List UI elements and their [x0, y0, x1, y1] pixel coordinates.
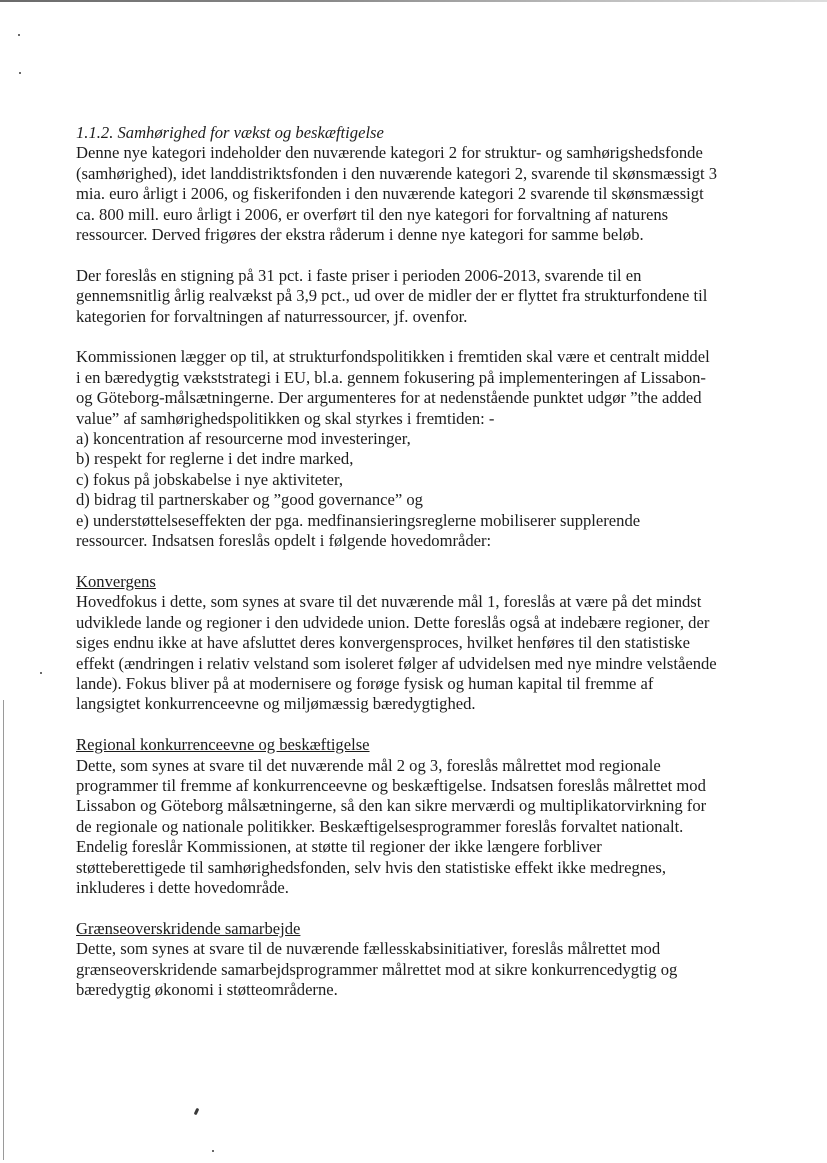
- scan-left-edge: [3, 700, 4, 1160]
- text-line: kategorien for forvaltningen af naturressourcer, jf. ovenfor.: [76, 306, 468, 326]
- subsection-title: Konvergens: [76, 571, 156, 591]
- list-item: d) bidrag til partnerskaber og ”good governance” og: [76, 490, 423, 510]
- subsection-title: Grænseoverskridende samarbejde: [76, 918, 301, 938]
- text-line: og Göteborg-målsætningerne. Der argumenteres for at nedenstående punktet udgør ”the added: [76, 388, 702, 408]
- scan-speck: [194, 1108, 200, 1116]
- text-line: Lissabon og Göteborg målsætningerne, så den kan sikre merværdi og multiplikatorvirkning for: [76, 796, 707, 816]
- paragraph-2: [76, 266, 756, 327]
- text-line: grænseoverskridende samarbejdsprogrammer målrettet mod at sikre konkurrencedygtig og: [76, 959, 678, 979]
- text-line: de regionale og nationale politikker. Beskæftigelsesprogrammer foreslås forvaltet nationalt.: [76, 816, 684, 836]
- text-line: langsigtet konkurrenceevne og miljømæssig bæredygtighed.: [76, 694, 476, 714]
- text-line: siges endnu ikke at have afsluttet deres konvergensproces, hvilket henføres til den statistiske: [76, 633, 690, 653]
- text-line: Endelig foreslår Kommissionen, at støtte til regioner der ikke længere forbliver: [76, 837, 602, 857]
- scan-speck: [19, 72, 21, 74]
- text-line: Der foreslås en stigning på 31 pct. i faste priser i perioden 2006-2013, svarende til en: [76, 265, 642, 285]
- text-line: i en bæredygtig vækststrategi i EU, bl.a. gennem fokusering på implementeringen af Lissabon-: [76, 367, 706, 387]
- paragraph-1: [76, 143, 756, 245]
- subsection-regional: [76, 735, 756, 898]
- text-line: støtteberettigede til samhørighedsfonden, selv hvis den statistiske effekt ikke medregnes,: [76, 857, 667, 877]
- subsection-konvergens: [76, 572, 756, 715]
- text-line: inkluderes i dette hovedområde.: [76, 877, 289, 897]
- text-line: Denne nye kategori indeholder den nuværende kategori 2 for struktur- og samhørigshedsfonde: [76, 143, 703, 163]
- subsection-title: Regional konkurrenceevne og beskæftigelse: [76, 735, 370, 755]
- text-line: ressourcer. Indsatsen foreslås opdelt i følgende hovedområder:: [76, 531, 492, 551]
- scan-speck: [40, 672, 42, 674]
- document-body: [76, 123, 756, 1000]
- paragraph-3: [76, 347, 756, 551]
- list-item: b) respekt for reglerne i det indre marked,: [76, 449, 354, 469]
- text-line: Hovedfokus i dette, som synes at svare til det nuværende mål 1, foreslås at være på det mindst: [76, 592, 702, 612]
- section-heading: 1.1.2. Samhørighed for vækst og beskæftigelse: [76, 123, 384, 142]
- text-line: Kommissionen lægger op til, at strukturfondspolitikken i fremtiden skal være et centralt middel: [76, 347, 710, 367]
- subsection-graenseoverskridende: [76, 919, 756, 1001]
- text-line: effekt (ændringen i relativ velstand som isoleret følger af udvidelsen med nye mindre velstående: [76, 653, 717, 673]
- text-line: (samhørighed), idet landdistriktsfonden i den nuværende kategori 2, svarende til skønsmæssigt 3: [76, 163, 718, 183]
- text-line: value” af samhørighedspolitikken og skal styrkes i fremtiden: -: [76, 408, 495, 428]
- scan-speck: [18, 34, 20, 36]
- text-line: gennemsnitlig årlig realvækst på 3,9 pct., ud over de midler der er flyttet fra strukturfondene til: [76, 286, 708, 306]
- text-line: udviklede lande og regioner i den udvidede union. Dette foreslås også at indebære regioner, der: [76, 612, 710, 632]
- text-line: ressourcer. Derved frigøres der ekstra råderum i denne nye kategori for samme beløb.: [76, 225, 644, 245]
- text-line: mia. euro årligt i 2006, og fiskerifonden i den nuværende kategori 2 svarende til skønsmæssigt: [76, 184, 704, 204]
- text-line: Dette, som synes at svare til de nuværende fællesskabsinitiativer, foreslås målrettet mod: [76, 939, 661, 959]
- text-line: lande). Fokus bliver på at modernisere og forøge fysisk og human kapital til fremme af: [76, 673, 654, 693]
- text-line: bæredygtig økonomi i støtteområderne.: [76, 979, 338, 999]
- scan-speck: [212, 1150, 214, 1152]
- text-line: programmer til fremme af konkurrenceevne og beskæftigelse. Indsatsen foreslås målrettet mod: [76, 775, 706, 795]
- list-item: c) fokus på jobskabelse i nye aktiviteter,: [76, 469, 344, 489]
- list-item: a) koncentration af resourcerne mod investeringer,: [76, 429, 411, 449]
- scan-top-edge: [0, 0, 827, 2]
- list-item: e) understøttelseseffekten der pga. medfinansieringsreglerne mobiliserer supplerende: [76, 510, 641, 530]
- text-line: Dette, som synes at svare til det nuværende mål 2 og 3, foreslås målrettet mod regionale: [76, 755, 661, 775]
- text-line: ca. 800 mill. euro årligt i 2006, er overført til den nye kategori for forvaltning af naturens: [76, 204, 669, 224]
